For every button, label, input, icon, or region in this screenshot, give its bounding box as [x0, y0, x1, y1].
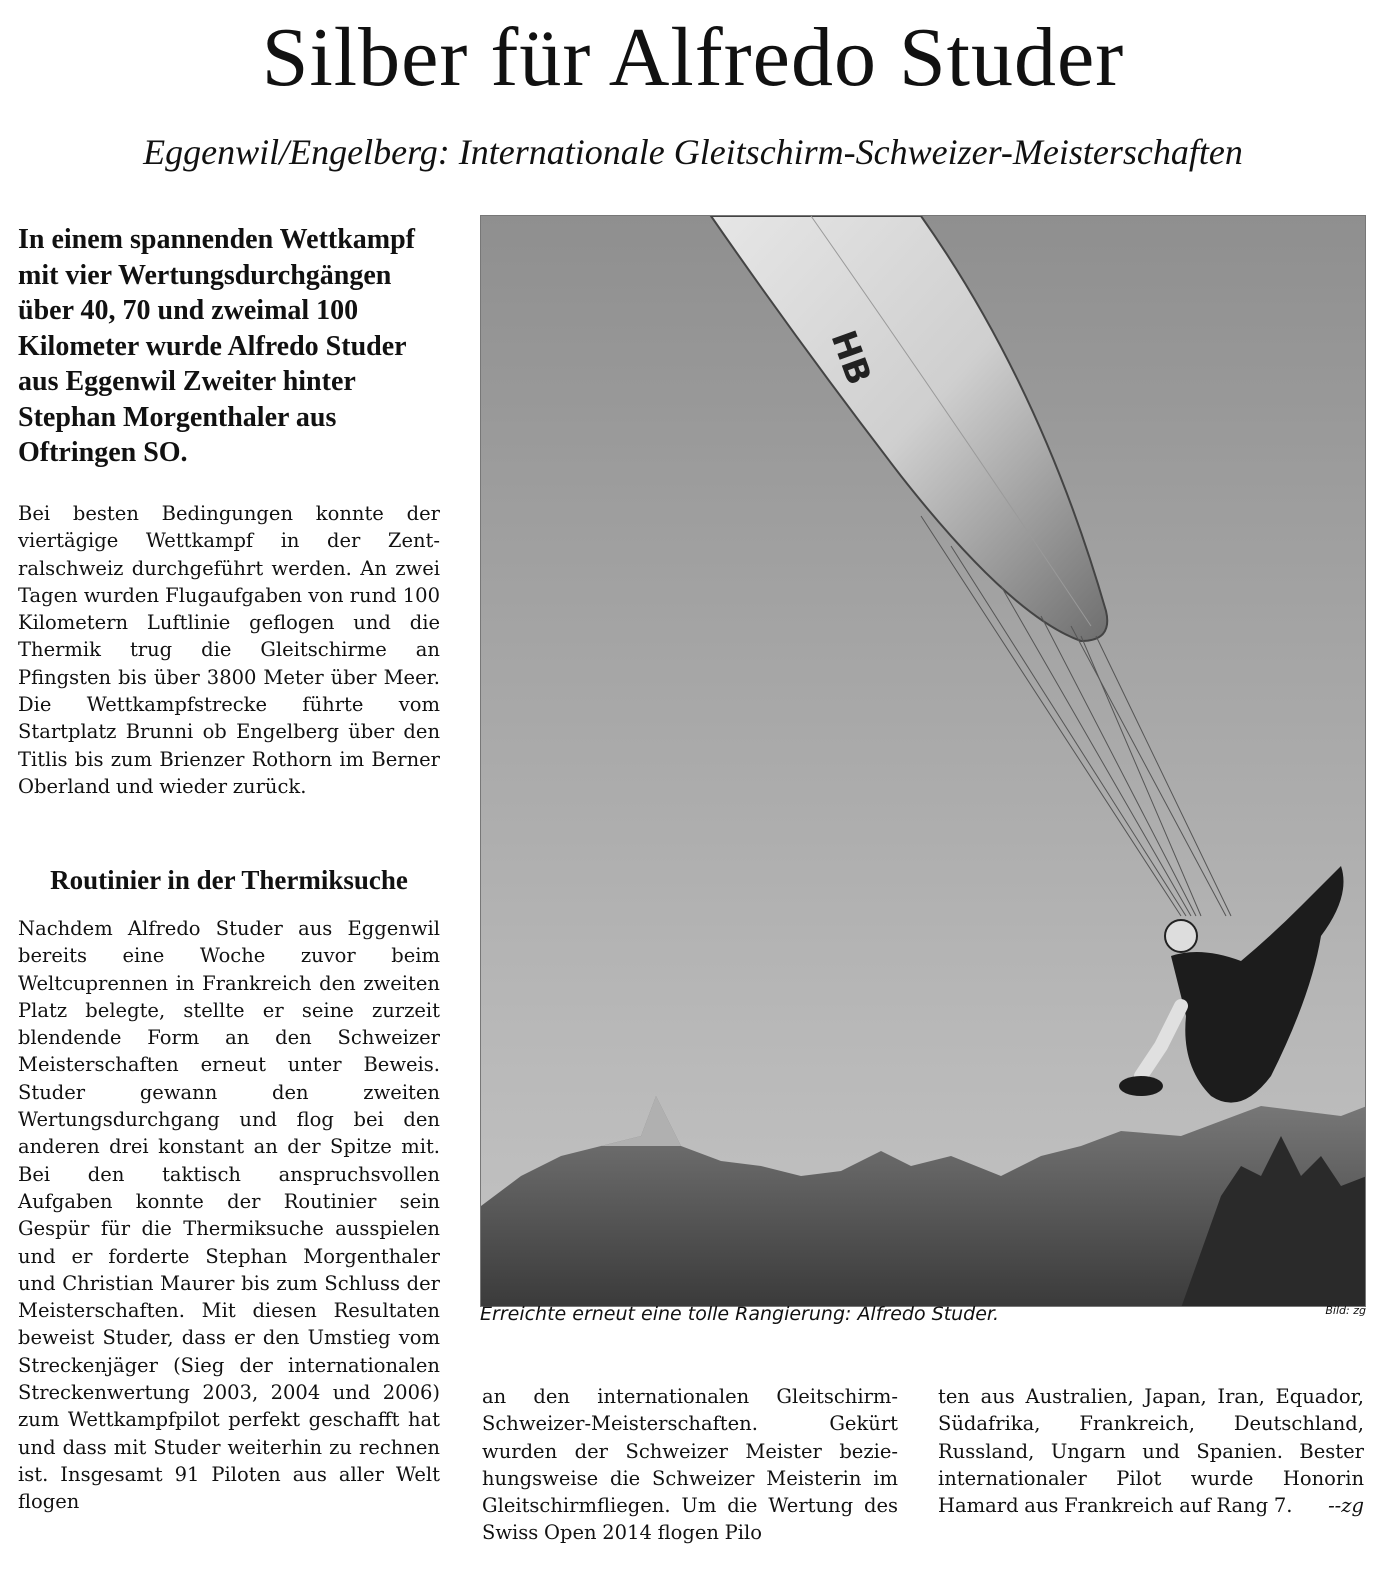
paraglider-wing — [711, 216, 1107, 641]
lead-paragraph: In einem spannenden Wettkampf mit vier Wertungsdurchgängen über 40, 70 und zweimal 100 Kilometer wurde Alfredo Studer aus Eggenwil Zweiter hinter Stephan Morgenthaler aus Oftringen SO. — [18, 224, 416, 468]
wing-marking: HB — [822, 325, 879, 391]
photo-credit: Bild: zg — [1325, 1304, 1366, 1317]
body-paragraph-1: Bei besten Bedingungen konnte der viertägige Wettkampf in der Zentralschweiz durchgeführt werden. An zwei Tagen wurden Flugaufgaben von rund 100 Kilometern Luftlinie geflogen und die Thermik trug die Gleitschirme an Pfingsten bis über 3800 Meter über Meer. Die Wettkampfstrecke führte vom Startplatz Brunni ob Engelberg über den Titlis bis zum Brienzer Rothorn im Berner Oberland und wieder zurück. — [18, 502, 440, 798]
body-paragraph-3: an den internationalen Gleitschirm-Schweizer-Meisterschaften. Gekürt wurden der Schweizer Meister beziehungsweise die Schweizer Meisterin im Gleitschirmfliegen. Um die Wertung des Swiss Open 2014 flogen Pilo — [482, 1385, 898, 1545]
photo-caption: Erreichte erneut eine tolle Rangierung: Alfredo Studer. — [480, 1303, 1000, 1325]
section-subtitle: Routinier in der Thermiksuche — [50, 865, 408, 895]
body-paragraph-2: Nachdem Alfredo Studer aus Eggenwil bereits eine Woche zuvor beim Weltcuprennen in Frankreich den zweiten Platz belegte, stellte er seine zurzeit blendende Form an den Schweizer Meisterschaften erneut unter Beweis. Studer gewann den zweiten Wertungsdurchgang und flog bei den anderen drei konstant an der Spitze mit. Bei den taktisch anspruchsvollen Aufgaben konnte der Routinier sein Gespür für die Thermiksuche ausspielen und er forderte Stephan Morgenthaler und Christian Maurer bis zum Schluss der Meisterschaften. Mit diesen Resultaten beweist Studer, dass er den Umstieg vom Streckenjäger (Sieg der internationalen Streckenwertung 2003, 2004 und 2006) zum Wettkampfpilot perfekt geschafft hat und dass mit Studer weiterhin zu rechnen ist. Insgesamt 91 Piloten aus aller Welt flogen — [18, 917, 440, 1514]
mountain-range — [481, 1096, 1366, 1307]
body-paragraph-4 — [938, 1383, 1364, 1519]
paraglider-photo — [480, 215, 1366, 1307]
body-paragraph-4-text: ten aus Australien, Japan, Iran, Equador, Südafrika, Frankreich, Deutschland, Russland, Ungarn und Spanien. Bester internationaler Pilot wurde Honorin Hamard aus Frankreich auf Rang 7. — [938, 1385, 1364, 1518]
pilot-figure — [1119, 866, 1344, 1103]
headline: Silber für Alfredo Studer — [261, 11, 1125, 104]
author-signature: --zg — [1328, 1494, 1364, 1518]
subheadline: Eggenwil/Engelberg: Internationale Gleitschirm-Schweizer-Meisterschaften — [143, 132, 1243, 172]
